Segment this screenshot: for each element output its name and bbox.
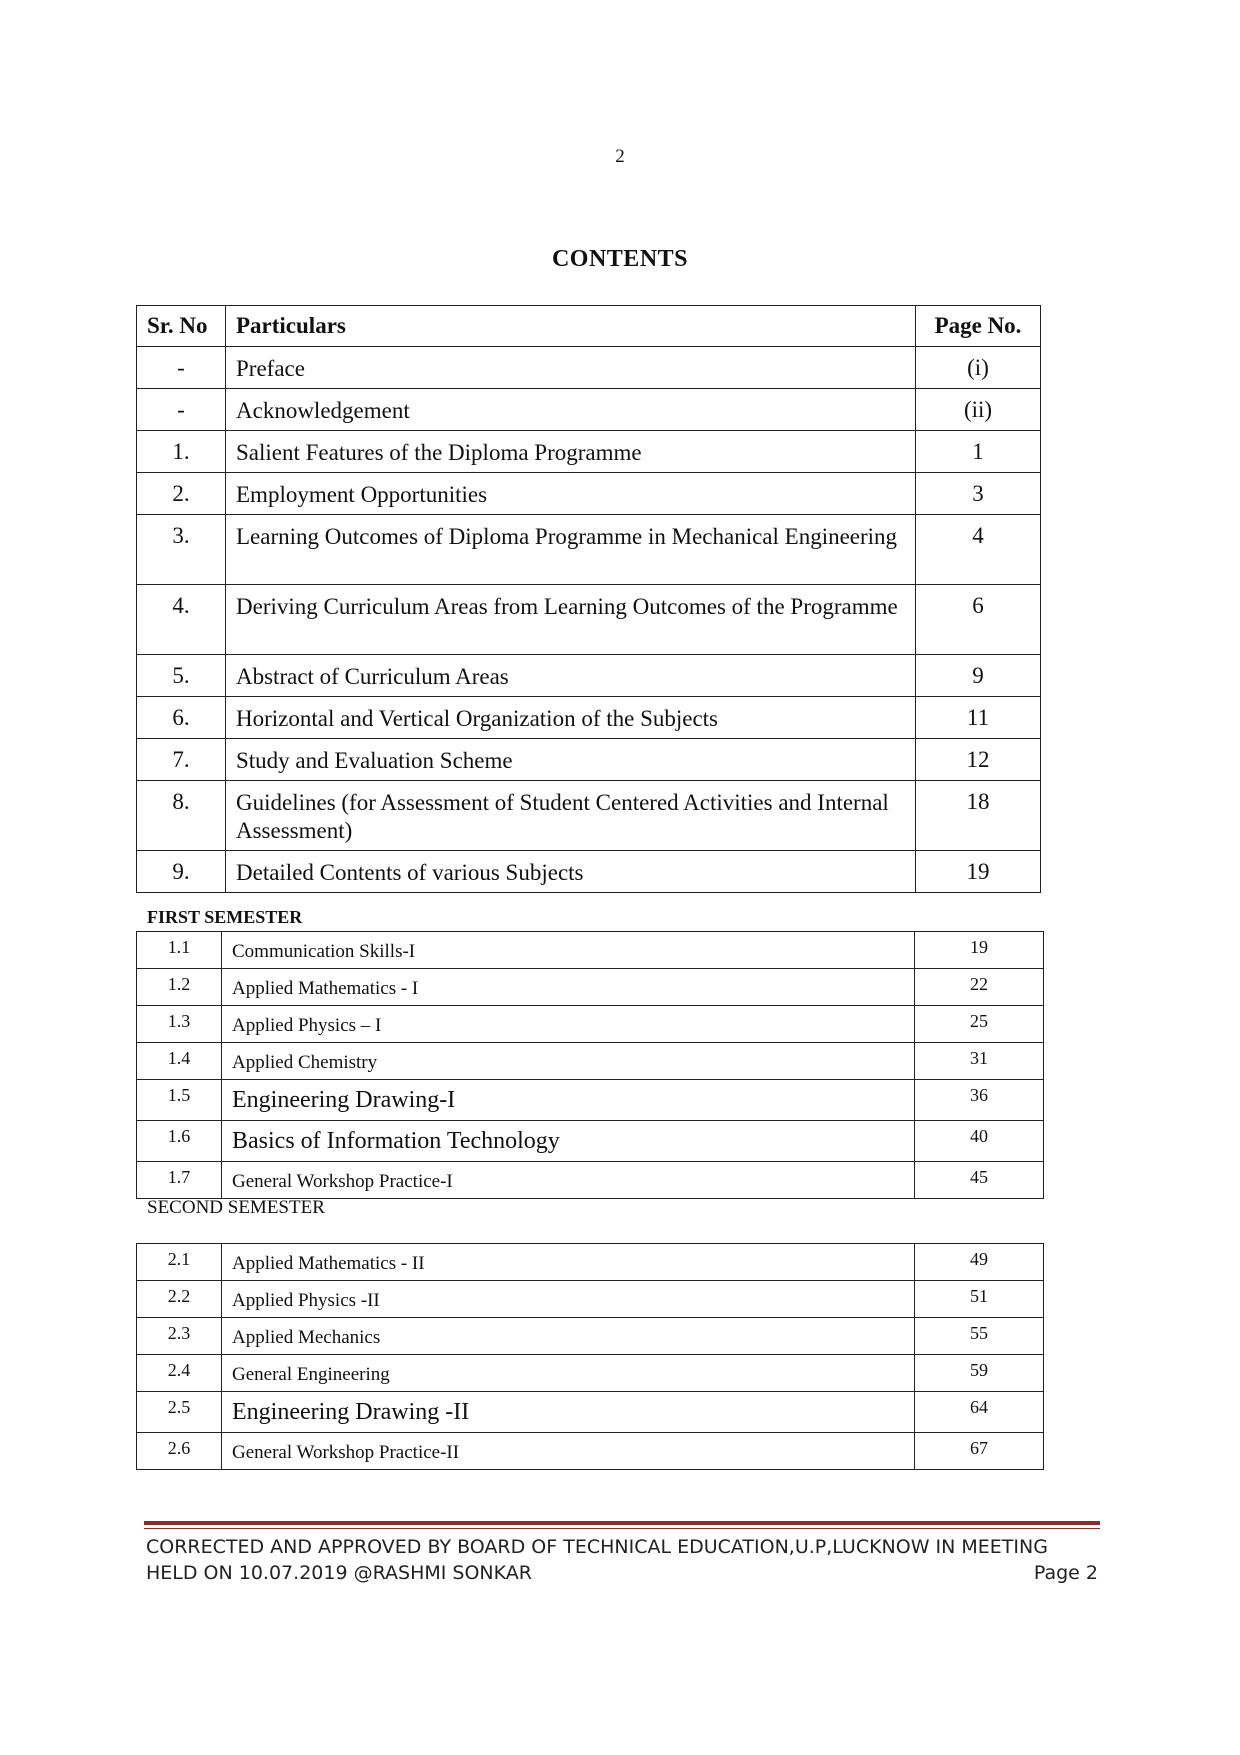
row-page: 19 [915,932,1044,969]
row-particulars: Communication Skills-I [222,932,915,969]
second-semester-table [136,1243,1044,1470]
row-particulars: Applied Physics -II [222,1281,915,1318]
table-row [137,1244,1044,1281]
row-page: 55 [915,1318,1044,1355]
table-row [137,1318,1044,1355]
page-footer [146,1534,1098,1586]
page-title: CONTENTS [551,246,689,272]
table-row [137,1043,1044,1080]
row-sr: - [137,389,226,431]
row-particulars: General Workshop Practice-I [222,1162,915,1199]
row-particulars: Study and Evaluation Scheme [226,739,916,781]
row-page: (ii) [916,389,1041,431]
row-sr: 1.4 [137,1043,222,1080]
table-row [137,1433,1044,1470]
table-row [137,739,1041,781]
table-row [137,585,1041,655]
row-particulars: General Workshop Practice-II [222,1433,915,1470]
table-row [137,969,1044,1006]
table-row [137,1392,1044,1433]
row-page: 67 [915,1433,1044,1470]
row-particulars: Engineering Drawing -II [222,1392,915,1433]
header-page-no: Page No. [916,306,1041,347]
row-page: 19 [916,851,1041,893]
row-sr: - [137,347,226,389]
row-page: 31 [915,1043,1044,1080]
row-sr: 2.2 [137,1281,222,1318]
table-row [137,851,1041,893]
row-particulars: Applied Mathematics - I [222,969,915,1006]
row-page: 18 [916,781,1041,851]
footer-line-2-row [146,1560,1098,1586]
contents-table [136,305,1041,893]
row-sr: 3. [137,515,226,585]
row-sr: 1.5 [137,1080,222,1121]
row-sr: 5. [137,655,226,697]
row-sr: 1.7 [137,1162,222,1199]
header-particulars: Particulars [226,306,916,347]
row-sr: 4. [137,585,226,655]
row-page: 11 [916,697,1041,739]
row-particulars: Salient Features of the Diploma Programme [226,431,916,473]
row-particulars: Horizontal and Vertical Organization of the Subjects [226,697,916,739]
footer-page-label: Page 2 [1033,1562,1098,1584]
row-page: 3 [916,473,1041,515]
table-row [137,781,1041,851]
first-semester-label: FIRST SEMESTER [147,907,303,927]
table-row [137,932,1044,969]
row-sr: 2.4 [137,1355,222,1392]
row-sr: 2. [137,473,226,515]
table-row [137,515,1041,585]
row-sr: 7. [137,739,226,781]
row-page: 59 [915,1355,1044,1392]
row-sr: 6. [137,697,226,739]
footer-line-1: CORRECTED AND APPROVED BY BOARD OF TECHNICAL EDUCATION,U.P,LUCKNOW IN MEETING [146,1536,1048,1558]
row-page: 25 [915,1006,1044,1043]
row-sr: 2.1 [137,1244,222,1281]
row-page: 40 [915,1121,1044,1162]
table-row [137,1006,1044,1043]
row-page: 12 [916,739,1041,781]
row-particulars: Guidelines (for Assessment of Student Centered Activities and Internal Assessment) [226,781,916,851]
footer-rule-thin [144,1528,1100,1529]
row-page: 1 [916,431,1041,473]
row-particulars: Basics of Information Technology [222,1121,915,1162]
row-particulars: General Engineering [222,1355,915,1392]
row-sr: 1.3 [137,1006,222,1043]
row-particulars: Applied Physics – I [222,1006,915,1043]
table-row [137,1162,1044,1199]
row-sr: 2.5 [137,1392,222,1433]
row-particulars: Applied Mechanics [222,1318,915,1355]
table-row [137,473,1041,515]
row-particulars: Employment Opportunities [226,473,916,515]
row-page: 6 [916,585,1041,655]
row-page: 9 [916,655,1041,697]
row-particulars: Acknowledgement [226,389,916,431]
row-sr: 2.3 [137,1318,222,1355]
row-page: 36 [915,1080,1044,1121]
first-semester-table [136,931,1044,1199]
row-sr: 1.2 [137,969,222,1006]
row-sr: 1.6 [137,1121,222,1162]
table-header-row [137,306,1041,347]
row-particulars: Learning Outcomes of Diploma Programme in Mechanical Engineering [226,515,916,585]
row-sr: 1.1 [137,932,222,969]
table-row [137,347,1041,389]
row-page: 45 [915,1162,1044,1199]
page-number-top: 2 [615,146,625,167]
row-sr: 1. [137,431,226,473]
row-particulars: Detailed Contents of various Subjects [226,851,916,893]
table-row [137,655,1041,697]
row-particulars: Deriving Curriculum Areas from Learning Outcomes of the Programme [226,585,916,655]
row-sr: 9. [137,851,226,893]
row-sr: 8. [137,781,226,851]
row-particulars: Applied Chemistry [222,1043,915,1080]
row-page: 64 [915,1392,1044,1433]
row-page: 4 [916,515,1041,585]
row-sr: 2.6 [137,1433,222,1470]
table-row [137,697,1041,739]
table-row [137,1281,1044,1318]
footer-line-2: HELD ON 10.07.2019 @RASHMI SONKAR [146,1562,532,1584]
row-page: 22 [915,969,1044,1006]
header-sr-no: Sr. No [137,306,226,347]
table-row [137,1121,1044,1162]
row-particulars: Abstract of Curriculum Areas [226,655,916,697]
table-row [137,1080,1044,1121]
table-row [137,1355,1044,1392]
row-page: (i) [916,347,1041,389]
row-particulars: Engineering Drawing-I [222,1080,915,1121]
row-page: 49 [915,1244,1044,1281]
table-row [137,431,1041,473]
second-semester-label: SECOND SEMESTER [147,1197,325,1218]
row-particulars: Applied Mathematics - II [222,1244,915,1281]
table-row [137,389,1041,431]
row-particulars: Preface [226,347,916,389]
footer-rule [144,1521,1100,1525]
row-page: 51 [915,1281,1044,1318]
